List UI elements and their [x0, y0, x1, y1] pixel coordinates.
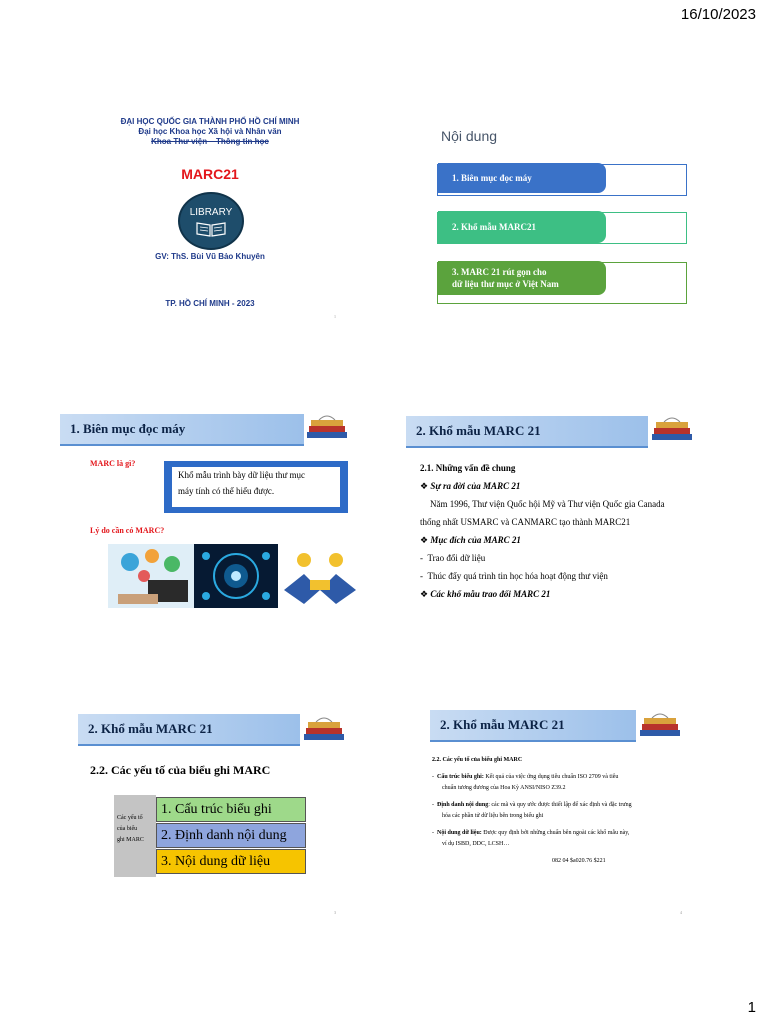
faculty-name: Khoa Thư viện – Thông tin học	[151, 137, 269, 146]
books-icon	[305, 412, 349, 442]
laptop-user-image	[108, 544, 194, 608]
marc-example: 082 04 $a020.76 $221	[552, 858, 606, 864]
diamond-bullet-icon: ❖	[420, 535, 431, 545]
toc-item-1-label: 1. Biên mục đọc máy	[438, 163, 606, 193]
detail-item-1-line-2: chuẩn tương đương của Hoa Kỳ ANSI/NISO Z39.2	[442, 785, 566, 791]
slide-number-mark: 4	[680, 910, 682, 915]
slide-subtitle: 2.2. Các yếu tố của biểu ghi MARC	[90, 763, 271, 777]
books-icon	[650, 414, 694, 444]
toc-item-3-line2: dữ liệu thư mục ở Việt Nam	[452, 279, 559, 289]
elements-label	[114, 795, 156, 877]
purpose-item-2: - Thúc đẩy quá trình tin học hóa hoạt động thư viện	[420, 571, 608, 581]
section-heading: 2.1. Những vấn đề chung	[420, 463, 516, 473]
bullet-formats: ❖ Các khổ mẫu trao đổi MARC 21	[420, 589, 551, 599]
slide-title: MARC21	[181, 166, 239, 182]
definition-box	[164, 461, 348, 513]
question-what-is-marc: MARC là gì?	[90, 459, 136, 468]
detail-item-3-line-2: ví dụ ISBD, DDC, LCSH…	[442, 841, 510, 847]
origin-para-line-1: Năm 1996, Thư viện Quốc hội Mỹ và Thư viện Quốc gia Canada	[430, 499, 665, 509]
lecturer-name: GV: ThS. Bùi Vũ Bảo Khuyên	[155, 252, 265, 261]
slide-title: 2. Khổ mẫu MARC 21	[88, 721, 213, 736]
element-data-content: 3. Nội dung dữ liệu	[156, 849, 306, 874]
slide-banner	[406, 416, 648, 448]
toc-item-3[interactable]	[437, 262, 687, 304]
toc-item-2-label: 2. Khổ mẫu MARC21	[438, 211, 606, 243]
university-name: ĐẠI HỌC QUỐC GIA THÀNH PHỐ HỒ CHÍ MINH	[120, 117, 300, 126]
toc-item-3-line1: 3. MARC 21 rút gọn cho	[452, 267, 547, 277]
slide-subtitle: 2.2. Các yếu tố của biểu ghi MARC	[432, 757, 523, 763]
slide-number-mark: 1	[334, 314, 336, 319]
slide-banner	[430, 710, 636, 742]
toc-item-1[interactable]	[437, 164, 687, 196]
diamond-bullet-icon: ❖	[420, 589, 431, 599]
definition-line-2: máy tính có thể hiểu được.	[178, 486, 275, 496]
college-name: Đại học Khoa học Xã hội và Nhân văn	[138, 127, 282, 136]
bullet-purpose: ❖ Mục đích của MARC 21	[420, 535, 521, 545]
detail-item-3: - Nội dung dữ liệu: Được quy định bởi những chuẩn bên ngoài các khổ mẫu này,	[432, 830, 630, 836]
page-date: 16/10/2023	[680, 6, 756, 23]
definition-line-1: Khổ mẫu trình bày dữ liệu thư mục	[178, 470, 305, 480]
detail-item-2: - Định danh nội dung: các mã và quy ước được thiết lập để xác định và đặc trưng	[432, 802, 632, 808]
data-exchange-image	[280, 544, 360, 608]
question-why-marc: Lý do cần có MARC?	[90, 526, 165, 535]
slide-title: 1. Biên mục đọc máy	[70, 421, 186, 436]
element-record-structure: 1. Cấu trúc biểu ghi	[156, 797, 306, 822]
contents-heading: Nội dung	[441, 128, 498, 144]
general-issues-content	[420, 459, 720, 603]
diamond-bullet-icon: ❖	[420, 481, 431, 491]
open-book-icon	[196, 221, 226, 237]
element-content-designation: 2. Định danh nội dung	[156, 823, 306, 848]
slide-title: 2. Khổ mẫu MARC 21	[416, 423, 541, 438]
books-icon	[638, 710, 682, 740]
detail-item-2-line-2: hóa các phần tử dữ liệu bên trong biểu ghi	[442, 813, 544, 819]
books-icon	[302, 714, 346, 744]
purpose-item-1: - Trao đổi dữ liệu	[420, 553, 486, 563]
detail-item-1: - Cấu trúc biểu ghi: Kết quả của việc ứng dụng tiêu chuẩn ISO 2709 và tiêu	[432, 774, 619, 780]
elements-label-line-3: ghi MARC	[117, 837, 144, 843]
page-number: 1	[747, 999, 756, 1016]
slide-number-mark: 3	[334, 910, 336, 915]
definition-text	[172, 467, 340, 507]
bullet-origin: ❖ Sự ra đời của MARC 21	[420, 481, 521, 491]
network-globe-image	[194, 544, 278, 608]
elements-label-line-1: Các yếu tố	[117, 815, 143, 821]
origin-para-line-2: thống nhất USMARC và CANMARC tạo thành MARC21	[420, 517, 631, 527]
slide-banner	[78, 714, 300, 746]
elements-detail	[432, 755, 702, 867]
slide-title: 2. Khổ mẫu MARC 21	[440, 717, 565, 732]
slide-banner	[60, 414, 304, 446]
toc-item-3-label	[438, 261, 606, 295]
library-logo	[178, 192, 244, 250]
library-logo-text: LIBRARY	[189, 207, 233, 218]
university-header	[100, 117, 320, 147]
elements-label-line-2: của biểu	[117, 826, 138, 832]
toc-item-2[interactable]	[437, 212, 687, 244]
city-year: TP. HỒ CHÍ MINH - 2023	[165, 299, 255, 308]
